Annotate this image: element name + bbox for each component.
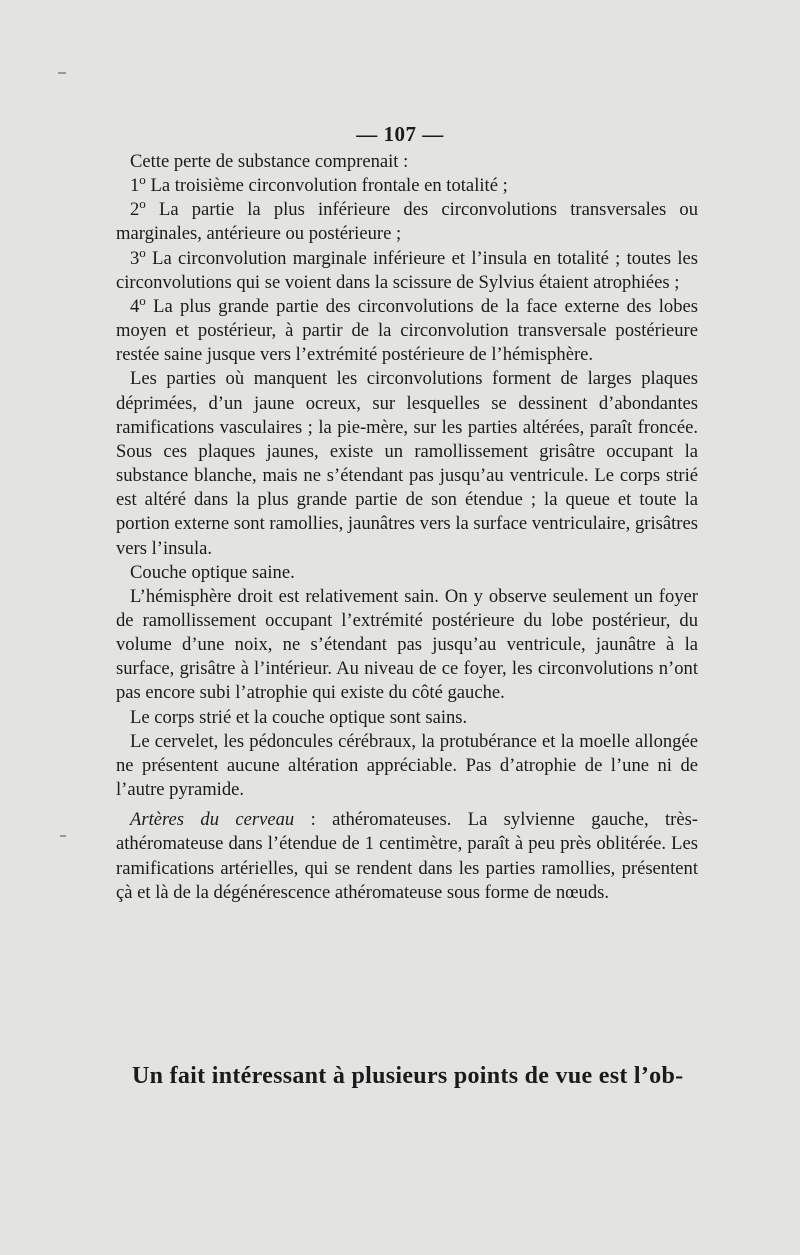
list-number: 3	[130, 247, 140, 269]
paragraph-text: Le cervelet, les pédoncules cérébraux, la protubérance et la moelle allongée ne présentent aucune altération appréciable. Pas d’atrophie de l’une ni de l’autre pyramide.	[116, 730, 698, 801]
paragraph-text: Les parties où manquent les circonvolutions forment de larges plaques déprimées, d’un jaune ocreux, sur lesquelles se dessinent d’abondantes ramifications vasculaires ; la pie-mère, sur les parties altérées, paraît froncée. Sous ces plaques jaunes, existe un ramollissement grisâtre occupant la substance blanche, mais ne s’étendant pas jusqu’au ventricule. Le corps strié est altéré dans la plus grande partie de son étendue ; la queue et toute la portion externe sont ramollies, jaunâtres vers la surface ventriculaire, grisâtres vers l’insula.	[116, 368, 698, 559]
margin-mark	[60, 835, 66, 837]
list-item	[116, 171, 698, 198]
list-item	[116, 244, 698, 295]
page-number: — 107 —	[356, 122, 444, 146]
list-ordinal: o	[139, 292, 146, 308]
paragraph	[116, 150, 698, 174]
list-number: 2	[130, 199, 140, 221]
list-ordinal: o	[139, 171, 146, 187]
body-text	[116, 150, 698, 905]
italic-heading: Artères du cerveau	[130, 809, 295, 831]
list-ordinal: o	[139, 196, 146, 212]
paragraph-text: Cette perte de substance comprenait :	[130, 151, 409, 172]
paragraph	[116, 367, 698, 560]
paragraph	[116, 706, 698, 730]
list-item	[116, 198, 698, 246]
list-text: La plus grande partie des circonvolutions de la face externe des lobes moyen et postérieur, à partir de la circonvolution transversale postérieure restée saine jusque vers l’extrémité postérieure de l’hémisphère.	[116, 295, 698, 366]
list-text: La partie la plus inférieure des circonvolutions transversales ou marginales, antérieure ou postérieure ;	[116, 199, 698, 245]
paragraph	[116, 585, 698, 706]
list-text: La troisième circonvolution frontale en totalité ;	[145, 175, 508, 197]
list-number: 4	[130, 295, 140, 317]
list-ordinal: o	[139, 244, 146, 260]
paragraph-text: : athéromateuses. La sylvienne gauche, très-athéromateuse dans l’étendue de 1 centimètre, paraît à peu près oblitérée. Les ramifications artérielles, qui se rendent dans les parties ramollies, présentent çà et là de la dégénérescence athéromateuse sous forme de nœuds.	[116, 809, 698, 903]
closing-line: Un fait intéressant à plusieurs points de vue est l’ob-	[132, 1063, 684, 1089]
list-number: 1	[130, 175, 140, 197]
list-item	[116, 292, 698, 367]
paragraph-text: Couche optique saine.	[130, 561, 295, 583]
paragraph-text: L’hémisphère droit est relativement sain. On y observe seulement un foyer de ramollissement occupant l’extrémité postérieure du lobe postérieur, du volume d’une noix, ne s’étendant pas jusqu’au ventricule, jaunâtre à la surface, grisâtre à l’intérieur. Au niveau de ce foyer, les circonvolutions n’ont pas encore subi l’atrophie qui existe du côté gauche.	[116, 585, 698, 704]
paragraph	[116, 561, 698, 585]
paragraph	[116, 730, 698, 802]
list-text: La circonvolution marginale inférieure et l’insula en totalité ; toutes les circonvolutions qui se voient dans la scissure de Sylvius étaient atrophiées ;	[116, 247, 698, 293]
margin-mark	[58, 72, 66, 74]
paragraph	[116, 808, 698, 905]
paragraph-text: Le corps strié et la couche optique sont sains.	[130, 706, 468, 728]
